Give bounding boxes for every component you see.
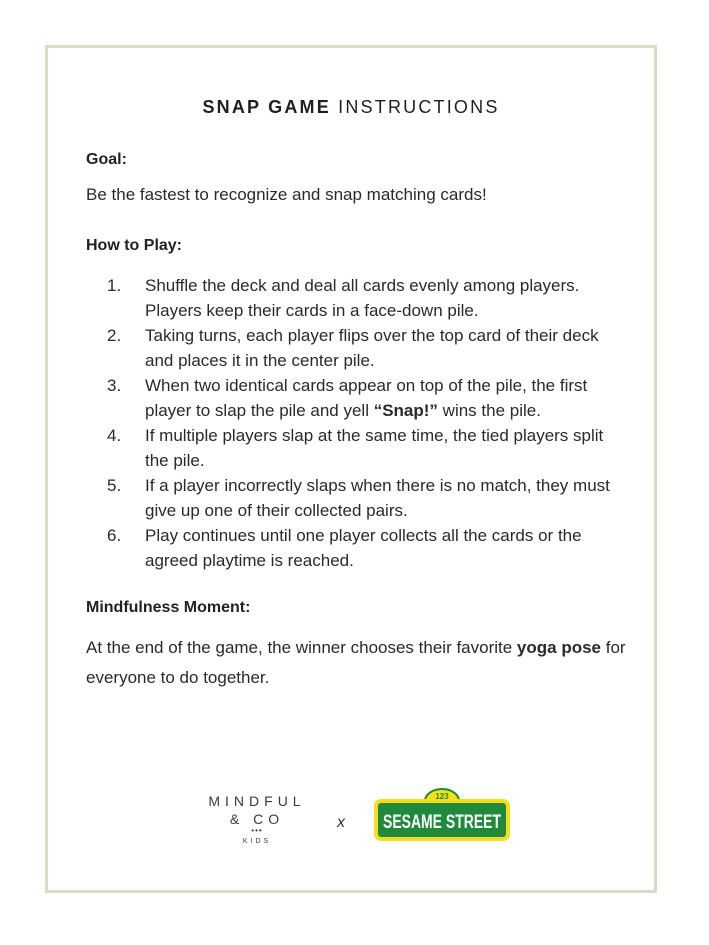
step-number: 6. (107, 526, 122, 545)
goal-heading: Goal: (86, 151, 127, 168)
logo-and-co: & CO (229, 811, 285, 827)
step-text: If a player incorrectly slaps when there is no match, they must give up one of their collected pairs. (145, 476, 610, 520)
list-item (86, 373, 631, 423)
goal-text: Be the fastest to recognize and snap matching cards! (86, 185, 487, 204)
logo-mindful: MINDFUL (208, 793, 306, 809)
step-text: Taking turns, each player flips over the top card of their deck and places it in the center pile. (145, 326, 599, 370)
mindfulness-before: At the end of the game, the winner chooses their favorite (86, 638, 517, 657)
step-number: 2. (107, 326, 122, 345)
mindfulness-heading: Mindfulness Moment: (86, 599, 251, 616)
list-item (86, 273, 631, 323)
list-item (86, 473, 631, 523)
logo-row (48, 788, 654, 858)
step-number: 5. (107, 476, 122, 495)
step-text: Play continues until one player collects all the cards or the agreed playtime is reached. (145, 526, 582, 570)
title-rest: INSTRUCTIONS (338, 97, 500, 117)
step-text-after: wins the pile. (437, 401, 541, 420)
instruction-card (45, 45, 657, 893)
title-bold: SNAP GAME (202, 97, 331, 117)
step-text: Shuffle the deck and deal all cards evenly among players. Players keep their cards in a face-down pile. (145, 276, 580, 320)
step-number: 3. (107, 376, 122, 395)
sesame-text: SESAME STREET (383, 812, 502, 833)
list-item (86, 323, 631, 373)
logo-kids: KIDS (242, 838, 272, 845)
sesame-number: 123 (435, 792, 449, 801)
mindful-co-kids-logo (194, 793, 320, 845)
logo-dots: ••• (251, 826, 263, 835)
steps-list (86, 273, 631, 573)
step-text-before: When two identical cards appear on top of the pile, the first player to slap the pile and yell (145, 376, 588, 420)
mindfulness-text (86, 633, 626, 693)
yoga-pose: yoga pose (516, 638, 602, 657)
snap-word: “Snap!” (373, 401, 438, 420)
page-title (48, 97, 654, 118)
step-text: If multiple players slap at the same time, the tied players split the pile. (145, 426, 604, 470)
sesame-street-logo (374, 788, 510, 844)
list-item (86, 423, 631, 473)
step-number: 1. (107, 276, 122, 295)
list-item (86, 523, 631, 573)
logo-separator: x (337, 814, 345, 831)
step-number: 4. (107, 426, 122, 445)
mindfulness-after: for everyone to do together. (86, 638, 626, 687)
how-to-play-heading: How to Play: (86, 237, 183, 254)
